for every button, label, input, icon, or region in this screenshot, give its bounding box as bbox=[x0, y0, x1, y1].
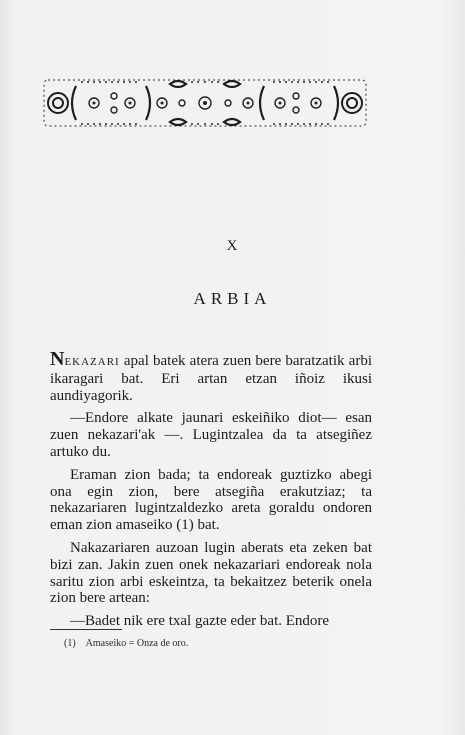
footnote-divider bbox=[50, 629, 122, 630]
paragraph-1 bbox=[50, 348, 372, 404]
opening-word: EKAZARI bbox=[64, 356, 120, 368]
paragraph-3: Eraman zion bada; ta endoreak guztizko abegi ona egin zion, bere atsegiña erakutziaz; ta nekazariaren lugintzaldezko areta goraldu ondoren eman zion amaseiko (1) bat. bbox=[50, 466, 372, 534]
paragraph-5: —Badet nik ere txal gazte eder bat. Endore bbox=[70, 613, 330, 630]
footnote-text: Amaseiko = Onza de oro. bbox=[85, 638, 189, 649]
chapter-body bbox=[50, 348, 372, 636]
decorative-header-ornament bbox=[42, 74, 368, 132]
chapter-title: ARBIA bbox=[193, 289, 272, 308]
paragraph-1-text: apal batek atera zuen bere baratzatik arbi ikaragari bat. Eri artan etzan iñoiz ikusi aundiyagorik. bbox=[50, 353, 372, 404]
paragraph-2: —Endore alkate jaunari eskeiñiko diot— esan zuen nekazari'ak —. Lugintzalea da ta atsegiñez artuko du. bbox=[50, 410, 372, 460]
drop-cap: N bbox=[50, 348, 65, 370]
paragraph-4: Nakazariaren auzoan lugin aberats eta zeken bat bizi zan. Jakin zuen onek nekazariari endoreak nola saritu zion arbi eskeintza, ta bekaitzez beterik onela zion bere artean: bbox=[50, 539, 372, 607]
chapter-number: X bbox=[226, 238, 239, 254]
footnote bbox=[64, 638, 188, 649]
footnote-number: (1) bbox=[64, 638, 76, 649]
